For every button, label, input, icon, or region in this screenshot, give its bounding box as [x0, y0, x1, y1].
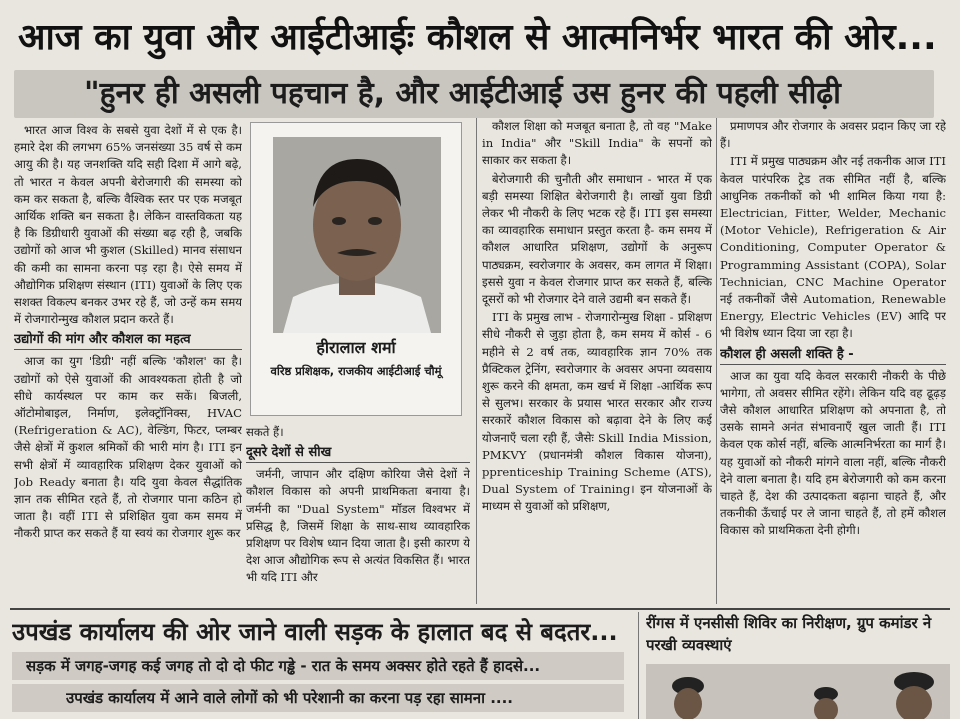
col1-paragraph: भारत आज विश्व के सबसे युवा देशों में से एक है। हमारे देश की लगभग 65% जनसंख्या 35 वर्ष से कम आयु की है। यह जनशक्ति यदि सही दिशा में आगे बढ़े, तो भारत न केवल अपनी बेरोजगारी की समस्या को कम कर सकता है, बल्कि वैश्विक स्तर पर एक मजबूत आर्थिक शक्ति बन सकता है। लेकिन वास्तविकता यह है कि डिग्रीधारी युवाओं की संख्या बढ़ रही है, जबकि उद्योगों को आज भी कुशल (Skilled) मानव संसाधन की कमी का सामना करना पड़ रहा है। ऐसे समय में औद्योगिक प्रशिक्षण संस्थान (ITI) युवाओं के लिए एक सशक्त विकल्प बनकर उभर रहे हैं, जो उन्हें कम समय में रोजगारोन्मुख कौशल प्रदान करते हैं। [14, 123, 242, 327]
col2-heading: दूसरे देशों से सीख [246, 444, 470, 463]
col3-paragraph-1: कौशल शिक्षा को मजबूत बनाता है, तो वह "Make in India" और "Skill India" के सपनों को साकार कर सकता है। [482, 119, 712, 168]
column-divider [476, 118, 477, 604]
article-column-2 [246, 424, 470, 604]
col3-paragraph-3: ITI के प्रमुख लाभ - रोजगारोन्मुख शिक्षा - प्रशिक्षण सीधे नौकरी से जुड़ा होता है, कम समय में कोर्स - 6 महीने से 2 वर्ष तक, व्यावहारिक ज्ञान 70% तक प्रैक्टिकल ट्रेनिंग, स्वरोजगार के अवसर अपना व्यवसाय शुरू करने की क्षमता, कम खर्च में शिक्षा -आर्थिक रूप से सुलभ। सरकार के प्रयास भारत सरकार और राज्य सरकारें कौशल विकास को बढ़ावा देने के लिए कई योजनाएँ चला रही हैं, जैसेः Skill India Mission, PMKVY (प्रधानमंत्री कौशल विकास योजना), pprenticeship Training Scheme (ATS), Dual System of Training। इन योजनाओं के माध्यम से युवाओं को प्रशिक्षण, [482, 310, 712, 514]
author-role: वरिष्ठ प्रशिक्षक, राजकीय आईटीआई चौमूं [270, 364, 442, 378]
ncc-officers-image [646, 664, 950, 719]
bottom-divider [638, 612, 639, 719]
author-photo-box [250, 122, 462, 416]
author-name: हीरालाल शर्मा [316, 338, 396, 357]
col4-heading: कौशल ही असली शक्ति है - [720, 346, 946, 365]
col1-paragraph-2: आज का युग 'डिग्री' नहीं बल्कि 'कौशल' का है। उद्योगों को ऐसे युवाओं की आवश्यकता होती है जो सीधे कार्यस्थल पर काम कर सकें। बिजली, ऑटोमोबाइल, निर्माण, इलेक्ट्रॉनिक्स, HVAC (Refrigeration & AC), वेल्डिंग, फिटर, प्लम्बर जैसे क्षेत्रों में कुशल श्रमिकों की भारी मांग है। ITI इन सभी क्षेत्रों में व्यावहारिक प्रशिक्षण देकर युवाओं को Job Ready बनाता है। यदि युवा केवल सैद्धांतिक ज्ञान तक सीमित रहते हैं, तो रोजगार पाना कठिन हो जाता है। वहीं ITI से प्रशिक्षित युवा कम समय में नौकरी प्राप्त कर सकते हैं या स्वयं का रोजगार शुरू कर [14, 354, 242, 541]
bottom-left-subhead-2: उपखंड कार्यालय में आने वाले लोगों को भी परेशानी का करना पड़ रहा सामना .... [66, 689, 513, 707]
article-column-3 [482, 118, 712, 604]
section-divider [10, 608, 950, 610]
column-divider [716, 118, 717, 604]
col4-paragraph-1: प्रमाणपत्र और रोजगार के अवसर प्रदान किए जा रहे हैं। [720, 119, 946, 151]
col1-heading: उद्योगों की मांग और कौशल का महत्व [14, 331, 242, 350]
ncc-photo [646, 664, 950, 719]
col4-paragraph-2: ITI में प्रमुख पाठ्यक्रम और नई तकनीक आज ITI केवल पारंपरिक ट्रेड तक सीमित नहीं है, बल्कि आधुनिक तकनीकों को भी शामिल किया गया है: Electrician, Fitter, Welder, Mechanic (Motor Vehicle), Refrigeration & Air Conditioning, Computer Operator & Programming Assistant (COPA), Solar Technician, CNC Machine Operator नई तकनीकों जैसे Automation, Renewable Energy, Electric Vehicles (EV) आदि पर भी विशेष ध्यान दिया जा रहा है। [720, 154, 946, 341]
col3-paragraph-2: बेरोजगारी की चुनौती और समाधान - भारत में एक बड़ी समस्या शिक्षित बेरोजगारी है। लाखों युवा डिग्री लेकर भी नौकरी के लिए भटक रहे हैं। ITI इस समस्या का व्यावहारिक समाधान प्रस्तुत करता है- कम समय में कौशल आधारित प्रशिक्षण, उद्योगों के अनुरूप पाठ्यक्रम, स्वरोजगार के अवसर, कम लागत में शिक्षा। इससे युवा न केवल रोजगार प्राप्त कर सकते हैं, बल्कि दूसरों को भी रोजगार देने वाले उद्यमी बन सकते हैं। [482, 171, 712, 307]
bottom-left-sub-strip-1 [12, 652, 624, 680]
subheadline: "हुनर ही असली पहचान है, और आईटीआई उस हुनर की पहली सीढ़ी [84, 76, 841, 111]
main-headline: आज का युवा और आईटीआईः कौशल से आत्मनिर्भर भारत की ओर... [18, 17, 937, 58]
bottom-left-sub-strip-2 [12, 684, 624, 712]
bottom-right-headline: रींगस में एनसीसी शिविर का निरीक्षण, ग्रुप कमांडर ने परखी व्यवस्थाएं [646, 614, 932, 654]
subheadline-band [14, 70, 934, 118]
bottom-left-subhead-1: सड़क में जगह-जगह कई जगह तो दो दो फीट गड्ढे - रात के समय अक्सर होते रहते हैं हादसे... [26, 657, 541, 675]
bottom-left-headline: उपखंड कार्यालय की ओर जाने वाली सड़क के हालात बद से बदतर... [12, 618, 618, 646]
col4-paragraph-3: आज का युवा यदि केवल सरकारी नौकरी के पीछे भागेगा, तो अवसर सीमित रहेंगे। लेकिन यदि वह ढूढ़ड़ जैसे कौशल आधारित प्रशिक्षण को अपनाता है, तो उसके सामने अनंत संभावनाएँ खुल जाती हैं। ITI केवल एक कोर्स नहीं, बल्कि आत्मनिर्भरता का मार्ग है। यह युवाओं को नौकरी मांगने वाला नहीं, बल्कि नौकरी देने वाला बनाता है। यदि हम बेरोजगारी को कम करना चाहते हैं, देश की उत्पादकता बढ़ाना चाहते हैं, और तकनीकी ऊँचाई पर ले जाना चाहते हैं, तो हमें कौशल विकास को प्राथमिकता देनी होगी। [720, 368, 946, 538]
article-column-4 [720, 118, 946, 604]
article-column-1 [14, 122, 242, 604]
portrait-image [273, 137, 441, 333]
col2-lead: सकते हैं। [246, 425, 284, 439]
col2-paragraph: जर्मनी, जापान और दक्षिण कोरिया जैसे देशों ने कौशल विकास को अपनी प्राथमिकता बनाया है। जर्मनी का "Dual System" मॉडल विश्वभर में प्रसिद्ध है, जिसमें शिक्षा के साथ-साथ व्यावहारिक प्रशिक्षण पर विशेष ध्यान दिया जाता है। इसी कारण ये देश आज औद्योगिक रूप से अत्यंत विकसित हैं। भारत भी यदि ITI और [246, 467, 470, 585]
author-photo [273, 137, 441, 333]
